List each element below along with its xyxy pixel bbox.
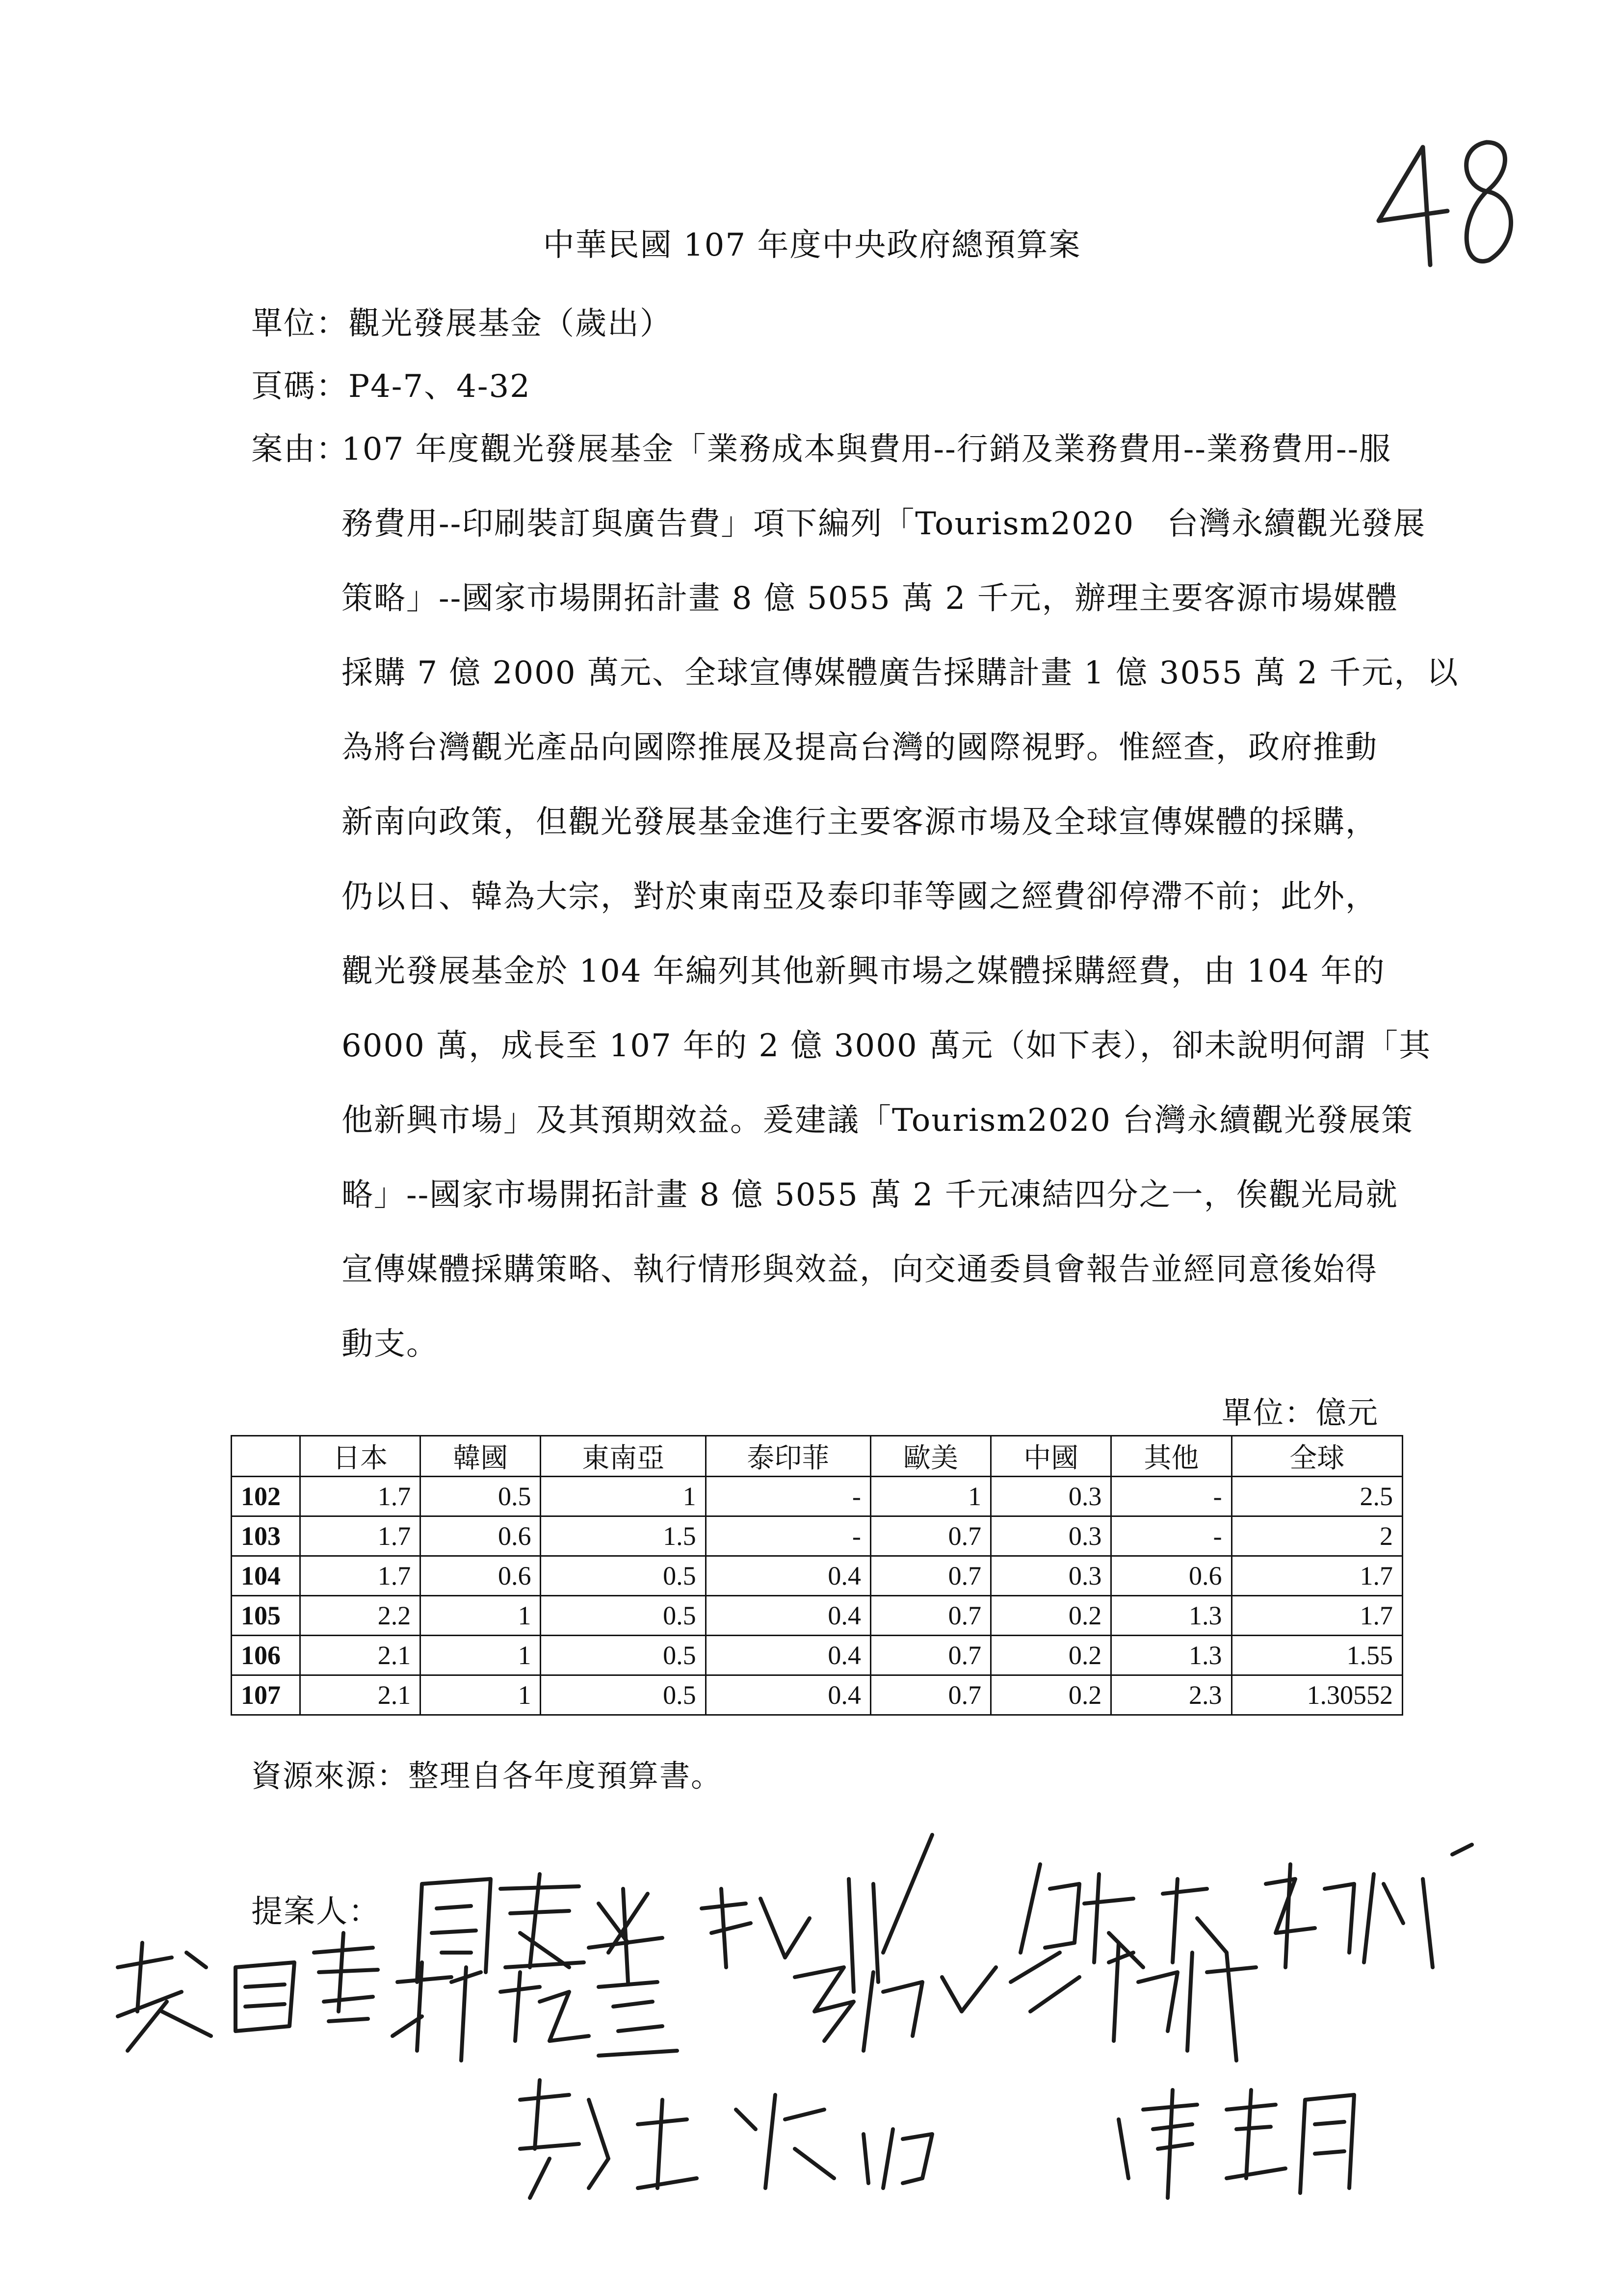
table-cell: 0.5 <box>541 1636 706 1675</box>
budget-table <box>231 1435 1403 1716</box>
reason-line: 策略」--國家市場開拓計畫 8 億 5055 萬 2 千元，辦理主要客源市場媒體 <box>341 580 1398 617</box>
table-cell: 1 <box>420 1636 541 1675</box>
table-header-cell: 泰印菲 <box>706 1436 870 1477</box>
reason-line: 略」--國家市場開拓計畫 8 億 5055 萬 2 千元凍結四分之一，俟觀光局就 <box>341 1177 1398 1213</box>
signature-10 <box>1119 2090 1354 2198</box>
table-header-cell: 中國 <box>991 1436 1111 1477</box>
page-ref-value: P4-7、4-32 <box>348 368 531 405</box>
page-ref-label: 頁碼： <box>251 368 348 405</box>
table-cell: 0.7 <box>870 1596 991 1636</box>
table-cell: 1.55 <box>1231 1636 1402 1675</box>
reason-label: 案由： <box>251 431 348 468</box>
table-cell: 1.30552 <box>1231 1675 1402 1715</box>
signature-3 <box>1021 1864 1227 1967</box>
reason-line: 觀光發展基金於 104 年編列其他新興市場之媒體採購經費，由 104 年的 <box>341 953 1386 990</box>
table-header-cell: 全球 <box>1231 1436 1402 1477</box>
table-row <box>232 1516 1403 1556</box>
table-cell: 1 <box>870 1477 991 1516</box>
table-cell: 0.5 <box>541 1596 706 1636</box>
table-cell: 1.7 <box>1231 1556 1402 1596</box>
table-cell: 0.4 <box>706 1556 870 1596</box>
reason-line: 107 年度觀光發展基金「業務成本與費用--行銷及業務費用--業務費用--服 <box>341 431 1392 468</box>
table-header-cell <box>232 1436 300 1477</box>
table-cell: 0.7 <box>870 1636 991 1675</box>
signature-2 <box>702 1835 932 1992</box>
unit-line <box>251 298 672 343</box>
table-cell-year: 105 <box>232 1596 300 1636</box>
signature-1 <box>417 1874 662 1982</box>
table-cell-year: 102 <box>232 1477 300 1516</box>
table-header-cell: 東南亞 <box>541 1436 706 1477</box>
table-cell-year: 103 <box>232 1516 300 1556</box>
table-header-cell: 歐美 <box>870 1436 991 1477</box>
table-cell: 1 <box>420 1596 541 1636</box>
table-cell-year: 106 <box>232 1636 300 1675</box>
signature-4 <box>1266 1845 1472 1967</box>
reason-line: 採購 7 億 2000 萬元、全球宣傳媒體廣告採購計畫 1 億 3055 萬 2 千元，以 <box>341 655 1459 691</box>
reason-line: 務費用--印刷裝訂與廣告費」項下編列「Tourism2020 台灣永續觀光發展 <box>341 506 1426 542</box>
document-title: 中華民國 107 年度中央政府總預算案 <box>543 227 1081 263</box>
table-cell: 0.4 <box>706 1675 870 1715</box>
table-cell: 1 <box>420 1675 541 1715</box>
table-cell: 0.7 <box>870 1675 991 1715</box>
table-cell: 0.4 <box>706 1596 870 1636</box>
table-header-row <box>232 1436 1403 1477</box>
table-cell: 0.6 <box>420 1516 541 1556</box>
table-cell: 0.3 <box>991 1477 1111 1516</box>
table-cell: - <box>1111 1477 1231 1516</box>
handwritten-signatures <box>98 1805 1570 2296</box>
table-cell: 2.1 <box>300 1636 420 1675</box>
table-row <box>232 1636 1403 1675</box>
table-cell: 0.6 <box>1111 1556 1231 1596</box>
signature-5 <box>118 1933 378 2051</box>
signature-7 <box>795 1953 1079 2051</box>
reason-line: 仍以日、韓為大宗，對於東南亞及泰印菲等國之經費卻停滯不前；此外， <box>341 879 1378 915</box>
table-row <box>232 1675 1403 1715</box>
table-cell: 0.3 <box>991 1556 1111 1596</box>
table-cell: 0.5 <box>541 1675 706 1715</box>
table-row <box>232 1556 1403 1596</box>
table-cell: 2 <box>1231 1516 1402 1556</box>
table-cell: - <box>706 1516 870 1556</box>
reason-line: 新南向政策，但觀光發展基金進行主要客源市場及全球宣傳媒體的採購， <box>341 804 1378 840</box>
unit-label: 單位： <box>251 306 348 342</box>
table-row <box>232 1477 1403 1516</box>
table-cell-year: 104 <box>232 1556 300 1596</box>
table-cell: 2.3 <box>1111 1675 1231 1715</box>
table-cell: 1.3 <box>1111 1636 1231 1675</box>
table-cell: 1 <box>541 1477 706 1516</box>
table-cell: 1.7 <box>300 1556 420 1596</box>
table-cell: 0.5 <box>541 1556 706 1596</box>
reason-line: 為將台灣觀光產品向國際推展及提高台灣的國際視野。惟經查，政府推動 <box>341 730 1378 766</box>
reason-line: 動支。 <box>341 1326 439 1362</box>
table-cell: 0.2 <box>991 1596 1111 1636</box>
source-note: 資源來源：整理自各年度預算書。 <box>251 1758 723 1794</box>
table-cell: 0.7 <box>870 1516 991 1556</box>
table-cell: 2.1 <box>300 1675 420 1715</box>
proposer-label: 提案人： <box>251 1894 381 1930</box>
table-cell: 0.6 <box>420 1556 541 1596</box>
table-cell: 0.4 <box>706 1636 870 1675</box>
table-cell: - <box>1111 1516 1231 1556</box>
unit-value: 觀光發展基金（歲出） <box>348 306 672 342</box>
signature-9 <box>520 2080 932 2198</box>
table-cell: - <box>706 1477 870 1516</box>
table-header-cell: 其他 <box>1111 1436 1231 1477</box>
table-cell-year: 107 <box>232 1675 300 1715</box>
table-cell: 1.3 <box>1111 1596 1231 1636</box>
page-ref-line <box>251 361 531 406</box>
table-cell: 0.5 <box>420 1477 541 1516</box>
table-cell: 0.3 <box>991 1516 1111 1556</box>
signature-8 <box>1109 1943 1256 2061</box>
table-cell: 1.7 <box>300 1477 420 1516</box>
table-cell: 0.7 <box>870 1556 991 1596</box>
table-cell: 0.2 <box>991 1675 1111 1715</box>
reason-line: 他新興市場」及其預期效益。爰建議「Tourism2020 台灣永續觀光發展策 <box>341 1102 1414 1139</box>
table-cell: 2.2 <box>300 1596 420 1636</box>
signature-6 <box>393 1962 677 2061</box>
table-row <box>232 1596 1403 1636</box>
table-cell: 1.7 <box>1231 1596 1402 1636</box>
table-unit-note: 單位：億元 <box>1222 1395 1379 1431</box>
table-cell: 1.5 <box>541 1516 706 1556</box>
table-header-cell: 日本 <box>300 1436 420 1477</box>
table-cell: 1.7 <box>300 1516 420 1556</box>
reason-line: 6000 萬，成長至 107 年的 2 億 3000 萬元（如下表），卻未說明何謂「其 <box>341 1028 1432 1064</box>
table-header-cell: 韓國 <box>420 1436 541 1477</box>
table-cell: 2.5 <box>1231 1477 1402 1516</box>
table-cell: 0.2 <box>991 1636 1111 1675</box>
reason-line: 宣傳媒體採購策略、執行情形與效益，向交通委員會報告並經同意後始得 <box>341 1252 1378 1288</box>
